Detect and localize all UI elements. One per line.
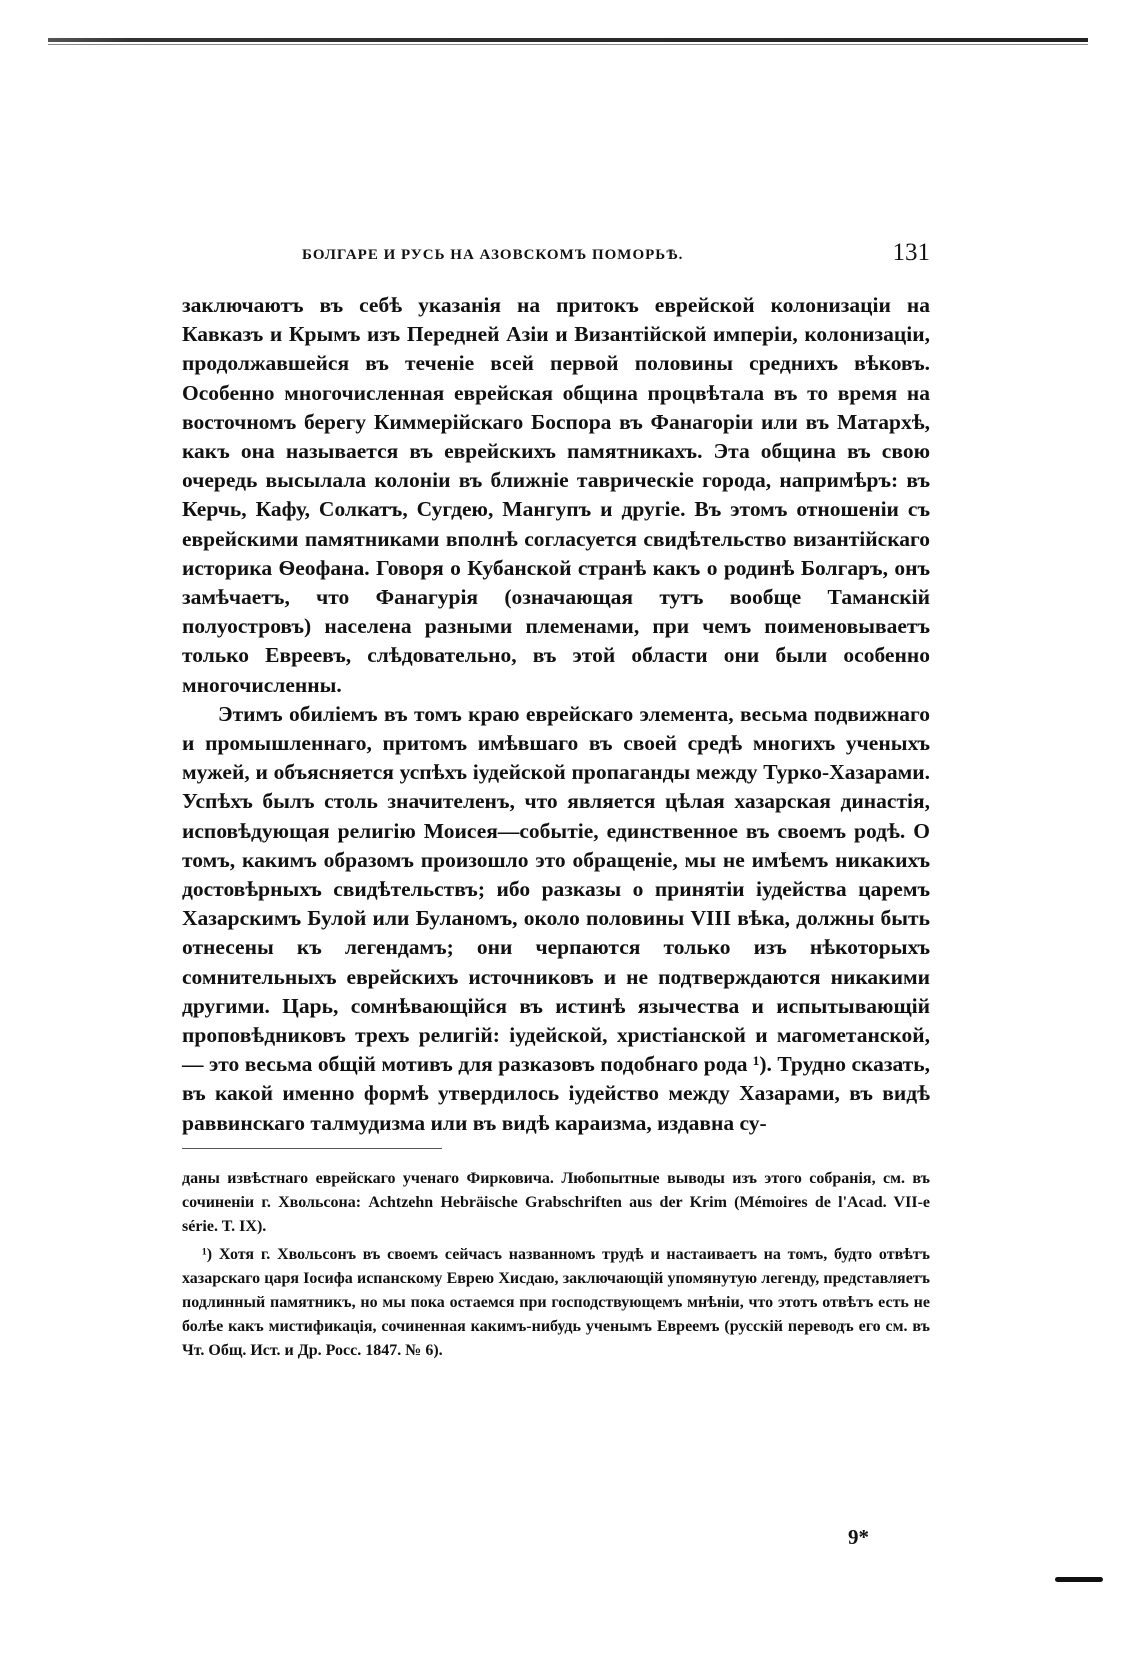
scan-edge-line-thin [48, 44, 1088, 45]
main-text [182, 291, 930, 1138]
footnote-continuation: даны извѣстнаго еврейскаго ученаго Фирковича. Любопытные выводы изъ этого собранія, см. въ сочиненіи г. Хвольсона: Achtzehn Hebräische Grabschriften aus der Krim (Mémoires de l'Acad. VII-e série. T. IX). [182, 1169, 930, 1235]
running-head [182, 235, 930, 275]
signature-mark: 9* [848, 1525, 869, 1549]
footnote-1: ¹) Хотя г. Хвольсонъ въ своемъ сейчасъ названномъ трудѣ и настаиваетъ на томъ, будто отвѣтъ хазарскаго царя Іосифа испанскому Еврею Хисдаю, заключающій упомянутую легенду, представляетъ подлинный памятникъ, но мы пока остаемся при господствующемъ мнѣніи, что этотъ отвѣтъ есть не болѣе какъ мистификація, сочиненная какимъ-нибудь ученымъ Евреемъ (русскій переводъ его см. въ Чт. Общ. Ист. и Др. Росс. 1847. № 6). [182, 1245, 930, 1359]
footnotes [182, 1167, 930, 1363]
footnote-divider [182, 1148, 442, 1149]
paragraph-1: заключаютъ въ себѣ указанія на притокъ еврейской колонизаціи на Кавказъ и Крымъ изъ Передней Азіи и Византійской имперіи, колонизаціи, продолжавшейся въ теченіе всей первой половины среднихъ вѣковъ. Особенно многочисленная еврейская община процвѣтала въ то время на восточномъ берегу Киммерійскаго Боспора въ Фанагоріи или въ Матархѣ, какъ она называется въ еврейскихъ памятникахъ. Эта община въ свою очередь высылала колоніи въ ближніе таврическіе города, напримѣръ: въ Керчь, Кафу, Солкатъ, Сугдею, Мангупъ и другіе. Въ этомъ отношеніи съ еврейскими памятниками вполнѣ согласуется свидѣтельство византійскаго историка Ѳеофана. Говоря о Кубанской странѣ какъ о родинѣ Болгаръ, онъ замѣчаетъ, что Фанагурія (означающая тутъ вообще Таманскій полуостровъ) населена разными племенами, при чемъ поименовываетъ только Евреевъ, слѣдовательно, въ этой области они были особенно многочисленны. [182, 293, 930, 697]
running-title: БОЛГАРЕ И РУСЬ НА АЗОВСКОМЪ ПОМОРЬѢ. [302, 247, 684, 263]
page-number: 131 [892, 239, 930, 266]
book-page [182, 235, 930, 1363]
paragraph-2: Этимъ обиліемъ въ томъ краю еврейскаго элемента, весьма подвижнаго и промышленнаго, притомъ имѣвшаго въ своей средѣ многихъ ученыхъ мужей, и объясняется успѣхъ іудейской пропаганды между Турко-Хазарами. Успѣхъ былъ столь значителенъ, что является цѣлая хазарская династія, исповѣдующая религію Моисея—событіе, единственное въ своемъ родѣ. О томъ, какимъ образомъ произошло это обращеніе, мы не имѣемъ никакихъ достовѣрныхъ свидѣтельствъ; ибо разказы о принятіи іудейства царемъ Хазарскимъ Булой или Буланомъ, около половины VIII вѣка, должны быть отнесены къ легендамъ; они черпаются только изъ нѣкоторыхъ сомнительныхъ еврейскихъ источниковъ и не подтверждаются никакими другими. Царь, сомнѣвающійся въ истинѣ язычества и испытывающій проповѣдниковъ трехъ религій: іудейской, христіанской и магометанской, — это весьма общій мотивъ для разказовъ подобнаго рода ¹). Трудно сказать, въ какой именно формѣ утвердилось іудейство между Хазарами, въ видѣ раввинскаго талмудизма или въ видѣ караизма, издавна су- [182, 701, 930, 1135]
scan-edge-mark [1055, 1577, 1103, 1582]
scan-edge-line [48, 38, 1088, 42]
